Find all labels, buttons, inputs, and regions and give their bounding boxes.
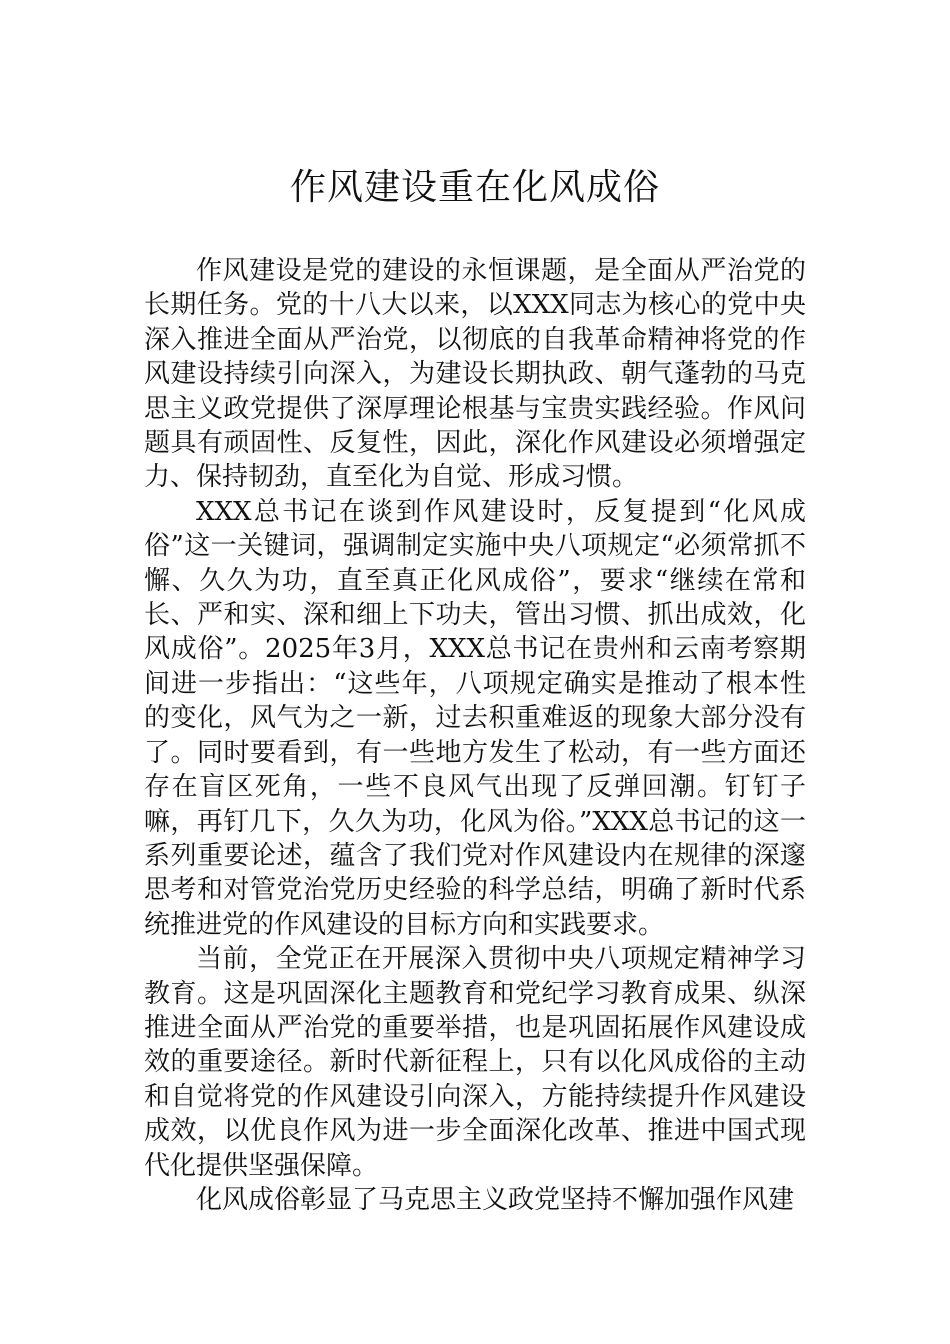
document-body xyxy=(144,254,806,1217)
paragraph: 作风建设是党的建设的永恒课题，是全面从严治党的长期任务。党的十八大以来，以XXX同志为核心的党中央深入推进全面从严治党，以彻底的自我革命精神将党的作风建设持续引向深入，为建设长期执政、朝气蓬勃的马克思主义政党提供了深厚理论根基与宝贵实践经验。作风问题具有顽固性、反复性，因此，深化作风建设必须增强定力、保持韧劲，直至化为自觉、形成习惯。 xyxy=(144,256,806,493)
paragraph: 化风成俗彰显了马克思主义政党坚持不懈加强作风建 xyxy=(196,1184,795,1215)
paragraph: XXX总书记在谈到作风建设时，反复提到“化风成俗”这一关键词，强调制定实施中央八项规定“必须常抓不懈、久久为功，直至真正化风成俗”，要求“继续在常和长、严和实、深和细上下功夫，管出习惯、抓出成效，化风成俗”。2025年3月，XXX总书记在贵州和云南考察期间进一步指出：“这些年，八项规定确实是推动了根本性的变化，风气为之一新，过去积重难返的现象大部分没有了。同时要看到，有一些地方发生了松动，有一些方面还存在盲区死角，一些不良风气出现了反弹回潮。钉钉子嘛，再钉几下，久久为功，化风为俗。”XXX总书记的这一系列重要论述，蕴含了我们党对作风建设内在规律的深邃思考和对管党治党历史经验的科学总结，明确了新时代系统推进党的作风建设的目标方向和实践要求。 xyxy=(144,496,806,940)
document-title: 作风建设重在化风成俗 xyxy=(289,167,660,208)
paragraph: 当前，全党正在开展深入贯彻中央八项规定精神学习教育。这是巩固深化主题教育和党纪学习教育成果、纵深推进全面从严治党的重要举措，也是巩固拓展作风建设成效的重要途径。新时代新征程上，只有以化风成俗的主动和自觉将党的作风建设引向深入，方能持续提升作风建设成效，以优良作风为进一步全面深化改革、推进中国式现代化提供坚强保障。 xyxy=(144,944,806,1181)
